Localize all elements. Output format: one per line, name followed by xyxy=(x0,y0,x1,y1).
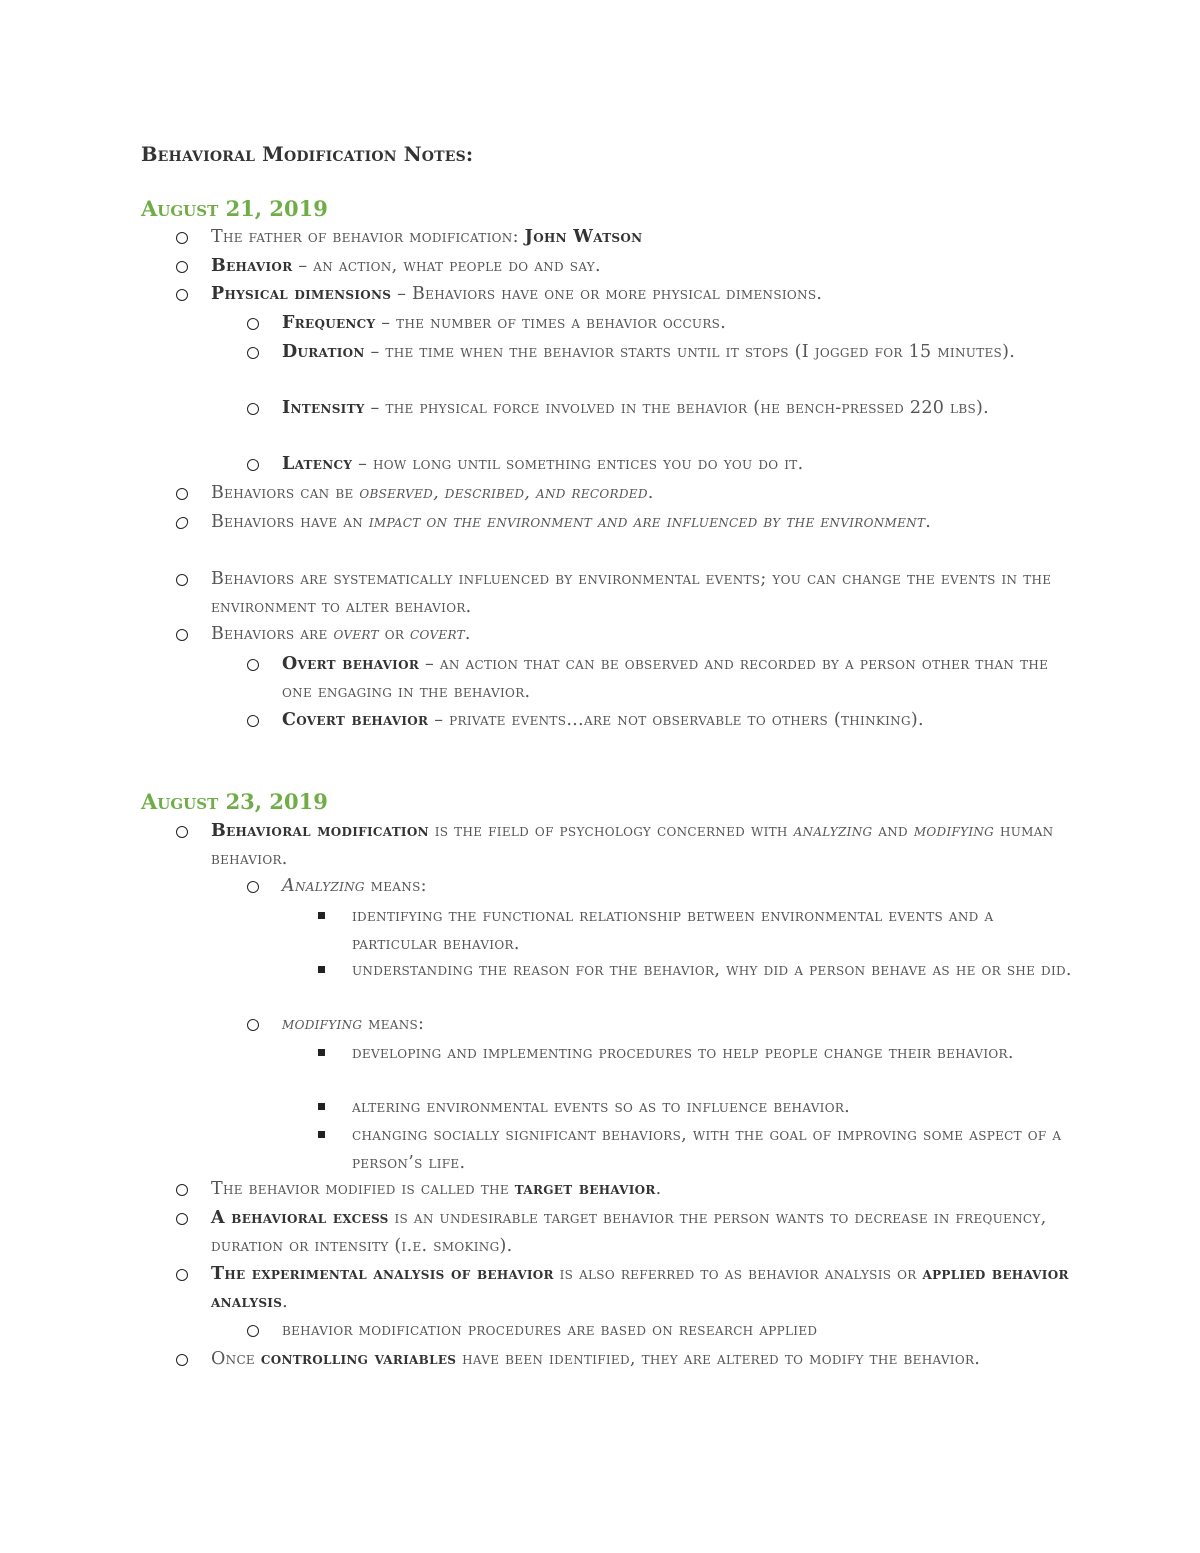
list-item: modifying means: xyxy=(282,1014,425,1034)
list-item: Behavioral modification is the field of psychology concerned with analyzing and modifying human behavior. xyxy=(211,821,1054,869)
list-item: altering environmental events so as to influence behavior. xyxy=(352,1097,851,1117)
square-bullet-icon xyxy=(318,1121,325,1149)
hollow-circle-bullet-icon xyxy=(176,1347,188,1375)
hollow-circle-bullet-icon xyxy=(176,1177,188,1205)
hollow-circle-bullet-icon xyxy=(176,254,188,282)
list-item: The behavior modified is called the target behavior. xyxy=(211,1179,662,1199)
section-date-heading: August 23, 2019 xyxy=(141,789,328,814)
list-item: Latency – how long until something entices you do you do it. xyxy=(282,454,804,474)
hollow-circle-bullet-icon xyxy=(176,510,188,538)
list-item: understanding the reason for the behavior, why did a person behave as he or she did. xyxy=(352,960,1072,980)
hollow-circle-bullet-icon xyxy=(247,340,259,368)
hollow-circle-bullet-icon xyxy=(247,874,259,902)
square-bullet-icon xyxy=(318,902,325,930)
list-item: Physical dimensions – Behaviors have one or more physical dimensions. xyxy=(211,284,823,304)
list-item: Behaviors can be observed, described, and recorded. xyxy=(211,483,654,503)
list-item: Overt behavior – an action that can be observed and recorded by a person other than the one engaging in the behavior. xyxy=(282,654,1049,702)
hollow-circle-bullet-icon xyxy=(176,282,188,310)
hollow-circle-bullet-icon xyxy=(176,819,188,847)
hollow-circle-bullet-icon xyxy=(176,1206,188,1234)
list-item: Covert behavior – private events…are not observable to others (thinking). xyxy=(282,710,924,730)
list-item: Analyzing means: xyxy=(282,876,427,896)
hollow-circle-bullet-icon xyxy=(176,225,188,253)
list-item: A behavioral excess is an undesirable target behavior the person wants to decrease in frequency, duration or intensity (i.e. smoking). xyxy=(211,1208,1047,1256)
hollow-circle-bullet-icon xyxy=(247,708,259,736)
list-item: Behaviors are systematically influenced by environmental events; you can change the events in the environment to alter behavior. xyxy=(211,569,1052,617)
hollow-circle-bullet-icon xyxy=(176,567,188,595)
hollow-circle-bullet-icon xyxy=(176,1262,188,1290)
list-item: The experimental analysis of behavior is also referred to as behavior analysis or applied behavior analysis. xyxy=(211,1264,1069,1312)
hollow-circle-bullet-icon xyxy=(247,652,259,680)
list-item: Behavior – an action, what people do and say. xyxy=(211,256,601,276)
section-date-heading: August 21, 2019 xyxy=(141,196,328,221)
list-item: Intensity – the physical force involved in the behavior (he bench-pressed 220 lbs). xyxy=(282,398,989,418)
square-bullet-icon xyxy=(318,1039,325,1067)
list-item: developing and implementing procedures to help people change their behavior. xyxy=(352,1043,1014,1063)
square-bullet-icon xyxy=(318,1093,325,1121)
list-item: changing socially significant behaviors, with the goal of improving some aspect of a person’s life. xyxy=(352,1125,1062,1173)
list-item: Duration – the time when the behavior starts until it stops (I jogged for 15 minutes). xyxy=(282,342,1016,362)
hollow-circle-bullet-icon xyxy=(247,452,259,480)
list-item: The father of behavior modification: John Watson xyxy=(211,227,643,247)
hollow-circle-bullet-icon xyxy=(247,311,259,339)
hollow-circle-bullet-icon xyxy=(176,622,188,650)
list-item: Behaviors are overt or covert. xyxy=(211,624,471,644)
hollow-circle-bullet-icon xyxy=(247,1318,259,1346)
list-item: behavior modification procedures are based on research applied xyxy=(282,1320,818,1340)
hollow-circle-bullet-icon xyxy=(247,396,259,424)
list-item: identifying the functional relationship between environmental events and a particular behavior. xyxy=(352,906,994,954)
hollow-circle-bullet-icon xyxy=(247,1012,259,1040)
list-item: Frequency – the number of times a behavior occurs. xyxy=(282,313,727,333)
list-item: Once controlling variables have been identified, they are altered to modify the behavior. xyxy=(211,1349,981,1369)
square-bullet-icon xyxy=(318,956,325,984)
list-item: Behaviors have an impact on the environment and are influenced by the environment. xyxy=(211,512,932,532)
document-title: Behavioral Modification Notes: xyxy=(141,143,474,166)
hollow-circle-bullet-icon xyxy=(176,481,188,509)
